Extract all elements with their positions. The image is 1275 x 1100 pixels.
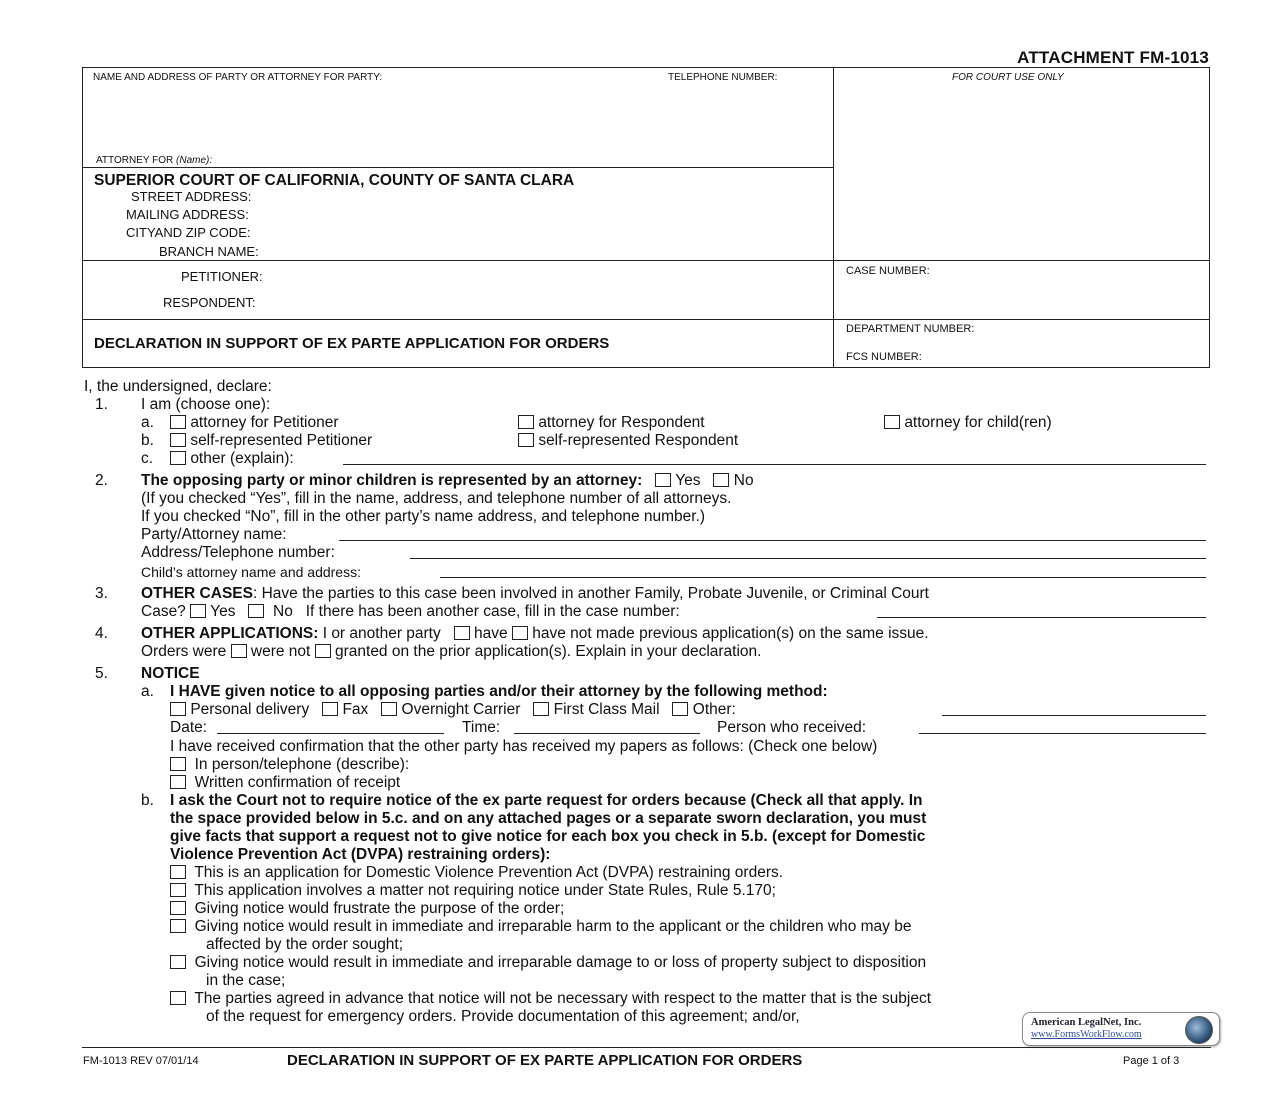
represented-yes-checkbox[interactable]: [655, 473, 671, 487]
s2-instruction-1: (If you checked “Yes”, fill in the name, address, and telephone number of all attorneys.: [141, 490, 732, 507]
street-address-label: STREET ADDRESS:: [131, 189, 252, 204]
self-petitioner-checkbox[interactable]: [170, 433, 186, 447]
reason-rule-checkbox[interactable]: [170, 883, 186, 897]
petitioner-label: PETITIONER:: [181, 269, 263, 284]
s3-case-label: Case?: [141, 603, 186, 620]
other-explain-line[interactable]: [343, 464, 1206, 465]
s3-case-tail: If there has been another case, fill in the case number:: [305, 603, 680, 620]
other-case-no-label: No: [273, 603, 293, 620]
other-checkbox[interactable]: [170, 451, 186, 465]
orders-were-checkbox[interactable]: [231, 644, 247, 658]
self-respondent-checkbox[interactable]: [518, 433, 534, 447]
were-not-checkbox[interactable]: [315, 644, 331, 658]
other-label: other (explain):: [190, 450, 294, 467]
were-not-label: were not: [250, 643, 311, 660]
represented-no-label: No: [733, 472, 754, 489]
department-number-label: DEPARTMENT NUMBER:: [846, 323, 975, 335]
date-line[interactable]: [217, 733, 444, 734]
s5-a-heading: I HAVE given notice to all opposing parties and/or their attorney by the following method:: [170, 683, 828, 700]
s1-c-letter: c.: [141, 450, 154, 467]
court-name: SUPERIOR COURT OF CALIFORNIA, COUNTY OF SANTA CLARA: [94, 172, 575, 189]
attorney-petitioner-label: attorney for Petitioner: [190, 414, 339, 431]
notice-methods-row: [170, 701, 736, 719]
logo-company-name: American LegalNet, Inc.: [1031, 1017, 1142, 1028]
party-attorney-name-line[interactable]: [339, 540, 1206, 541]
address-telephone-label: Address/Telephone number:: [141, 544, 335, 561]
child-attorney-label: Child’s attorney name and address:: [141, 564, 361, 580]
s5-b-line2: the space provided below in 5.c. and on any attached pages or a separate sworn declaration, you must: [170, 810, 927, 827]
reason-rule-row: [170, 882, 776, 900]
case-number-label: CASE NUMBER:: [846, 265, 930, 277]
reason-dvpa-row: [170, 864, 783, 882]
branch-name-label: BRANCH NAME:: [159, 244, 259, 259]
reason-agreed-row: [170, 990, 931, 1008]
party-label: NAME AND ADDRESS OF PARTY OR ATTORNEY FOR PARTY:: [93, 72, 383, 83]
reason-harm-row: [170, 918, 911, 936]
in-person-row: [170, 756, 409, 774]
mailing-address-label: MAILING ADDRESS:: [126, 207, 249, 222]
reason-frustrate-row: [170, 900, 564, 918]
fcs-number-label: FCS NUMBER:: [846, 351, 922, 363]
other-method-label: Other:: [692, 701, 736, 718]
s5-b-letter: b.: [141, 792, 154, 809]
overnight-carrier-label: Overnight Carrier: [401, 701, 521, 718]
footer-title: DECLARATION IN SUPPORT OF EX PARTE APPLICATION FOR ORDERS: [287, 1052, 803, 1069]
s2-number: 2.: [95, 472, 108, 489]
overnight-carrier-checkbox[interactable]: [381, 702, 397, 716]
form-title: DECLARATION IN SUPPORT OF EX PARTE APPLICATION FOR ORDERS: [94, 335, 610, 352]
reason-dvpa-checkbox[interactable]: [170, 865, 186, 879]
american-legalnet-logo[interactable]: [1022, 1012, 1220, 1046]
s1-b-letter: b.: [141, 432, 154, 449]
other-case-yes-label: Yes: [210, 603, 236, 620]
reason-dvpa-label: This is an application for Domestic Violence Prevention Act (DVPA) restraining orders.: [194, 864, 784, 881]
child-attorney-line[interactable]: [440, 577, 1206, 578]
s5-b-line1: I ask the Court not to require notice of the ex parte request for orders because (Check all that apply. In: [170, 792, 923, 809]
person-received-label: Person who received:: [717, 719, 867, 736]
other-case-no-checkbox[interactable]: [248, 604, 264, 618]
have-label: have: [473, 625, 508, 642]
s2-instruction-2: If you checked “No”, fill in the other party’s name address, and telephone number.): [141, 508, 706, 525]
s2-question: The opposing party or minor children is represented by an attorney:: [141, 472, 643, 489]
attorney-petitioner-checkbox[interactable]: [170, 415, 186, 429]
case-number-line[interactable]: [877, 617, 1206, 618]
s4-title: OTHER APPLICATIONS:: [141, 625, 319, 642]
reason-frustrate-checkbox[interactable]: [170, 901, 186, 915]
s5-a-letter: a.: [141, 683, 154, 700]
footer-rule: [82, 1047, 1211, 1048]
s5-b-line4: Violence Prevention Act (DVPA) restraining orders):: [170, 846, 551, 863]
confirmation-text: I have received confirmation that the other party has received my papers as follows: (Check one below): [170, 738, 878, 755]
personal-delivery-label: Personal delivery: [190, 701, 310, 718]
attorney-children-checkbox[interactable]: [884, 415, 900, 429]
reason-agreed-cont: of the request for emergency orders. Provide documentation of this agreement; and/or,: [206, 1008, 800, 1025]
have-not-checkbox[interactable]: [512, 626, 528, 640]
reason-harm-checkbox[interactable]: [170, 919, 186, 933]
footer-page: Page 1 of 3: [1123, 1055, 1180, 1067]
attorney-children-label: attorney for child(ren): [904, 414, 1052, 431]
s3-title: OTHER CASES: [141, 585, 253, 602]
attachment-title: ATTACHMENT FM-1013: [1017, 48, 1209, 67]
attorney-for-name-hint: (Name):: [176, 155, 213, 166]
represented-no-checkbox[interactable]: [713, 473, 729, 487]
reason-agreed-label: The parties agreed in advance that notice will not be necessary with respect to the matter that is the subject: [194, 990, 931, 1007]
orders-were-label: Orders were: [141, 643, 227, 660]
reason-frustrate-label: Giving notice would frustrate the purpose of the order;: [194, 900, 565, 917]
s4-orders-row: [141, 643, 761, 661]
self-respondent-label: self-represented Respondent: [538, 432, 739, 449]
s1-a2-row: [518, 414, 705, 432]
s3-number: 3.: [95, 585, 108, 602]
other-case-yes-checkbox[interactable]: [190, 604, 206, 618]
reason-harm-label: Giving notice would result in immediate and irreparable harm to the applicant or the children who may be: [194, 918, 912, 935]
first-class-mail-checkbox[interactable]: [533, 702, 549, 716]
first-class-mail-label: First Class Mail: [553, 701, 660, 718]
in-person-checkbox[interactable]: [170, 757, 186, 771]
in-person-label: In person/telephone (describe):: [194, 756, 410, 773]
s1-number: 1.: [95, 396, 108, 413]
s2-row: [141, 472, 754, 490]
time-line[interactable]: [514, 733, 700, 734]
granted-label: granted on the prior application(s). Explain in your declaration.: [334, 643, 762, 660]
attorney-respondent-label: attorney for Respondent: [538, 414, 705, 431]
reason-harm-cont: affected by the order sought;: [206, 936, 404, 953]
written-confirmation-checkbox[interactable]: [170, 775, 186, 789]
respondent-label: RESPONDENT:: [163, 295, 256, 310]
fax-checkbox[interactable]: [322, 702, 338, 716]
reason-rule-label: This application involves a matter not requiring notice under State Rules, Rule 5.170;: [194, 882, 776, 899]
s1-a-row: [170, 414, 339, 432]
intro-text: I, the undersigned, declare:: [84, 378, 272, 395]
s1-b-row: [170, 432, 372, 450]
self-petitioner-label: self-represented Petitioner: [190, 432, 373, 449]
attorney-for-label: [96, 155, 212, 166]
s5-number: 5.: [95, 665, 108, 682]
attorney-respondent-checkbox[interactable]: [518, 415, 534, 429]
person-received-line[interactable]: [919, 733, 1206, 734]
party-attorney-name-label: Party/Attorney name:: [141, 526, 287, 543]
s5-b-line3: give facts that support a request not to give notice for each box you check in 5.b. (except for Domestic: [170, 828, 926, 845]
fax-label: Fax: [342, 701, 369, 718]
represented-yes-label: Yes: [675, 472, 701, 489]
personal-delivery-checkbox[interactable]: [170, 702, 186, 716]
reason-agreed-checkbox[interactable]: [170, 991, 186, 1005]
s4-number: 4.: [95, 625, 108, 642]
s1-text: I am (choose one):: [141, 396, 271, 413]
s3-case-row: [141, 603, 680, 621]
court-use-box: [833, 67, 1210, 261]
s3-text: : Have the parties to this case been involved in another Family, Probate Juvenile, or Criminal Court: [252, 585, 929, 602]
globe-icon: [1185, 1016, 1213, 1044]
logo-url[interactable]: www.FormsWorkFlow.com: [1031, 1029, 1142, 1040]
attorney-for-text: ATTORNEY FOR: [96, 155, 174, 166]
reason-property-cont: in the case;: [206, 972, 286, 989]
written-confirmation-row: [170, 774, 400, 792]
other-method-checkbox[interactable]: [672, 702, 688, 716]
time-label: Time:: [462, 719, 501, 736]
s1-c-row: [170, 450, 294, 468]
city-zip-label: CITYAND ZIP CODE:: [126, 225, 251, 240]
have-checkbox[interactable]: [454, 626, 470, 640]
s1-a-letter: a.: [141, 414, 154, 431]
telephone-label: TELEPHONE NUMBER:: [668, 72, 778, 83]
reason-property-checkbox[interactable]: [170, 955, 186, 969]
footer-form-id: FM-1013 REV 07/01/14: [83, 1055, 199, 1067]
reason-property-label: Giving notice would result in immediate and irreparable damage to or loss of property subject to disposition: [194, 954, 927, 971]
s1-b2-row: [518, 432, 738, 450]
s3-row: [141, 585, 929, 603]
s5-title: NOTICE: [141, 665, 200, 682]
court-use-label: FOR COURT USE ONLY: [952, 72, 1064, 83]
date-label: Date:: [170, 719, 208, 736]
reason-property-row: [170, 954, 926, 972]
address-telephone-line[interactable]: [410, 558, 1206, 559]
s4-row: [141, 625, 929, 643]
s4-text1: I or another party: [322, 625, 441, 642]
have-not-label: have not made previous application(s) on the same issue.: [532, 625, 929, 642]
other-method-line[interactable]: [942, 715, 1206, 716]
s1-a3-row: [884, 414, 1052, 432]
written-confirmation-label: Written confirmation of receipt: [194, 774, 401, 791]
